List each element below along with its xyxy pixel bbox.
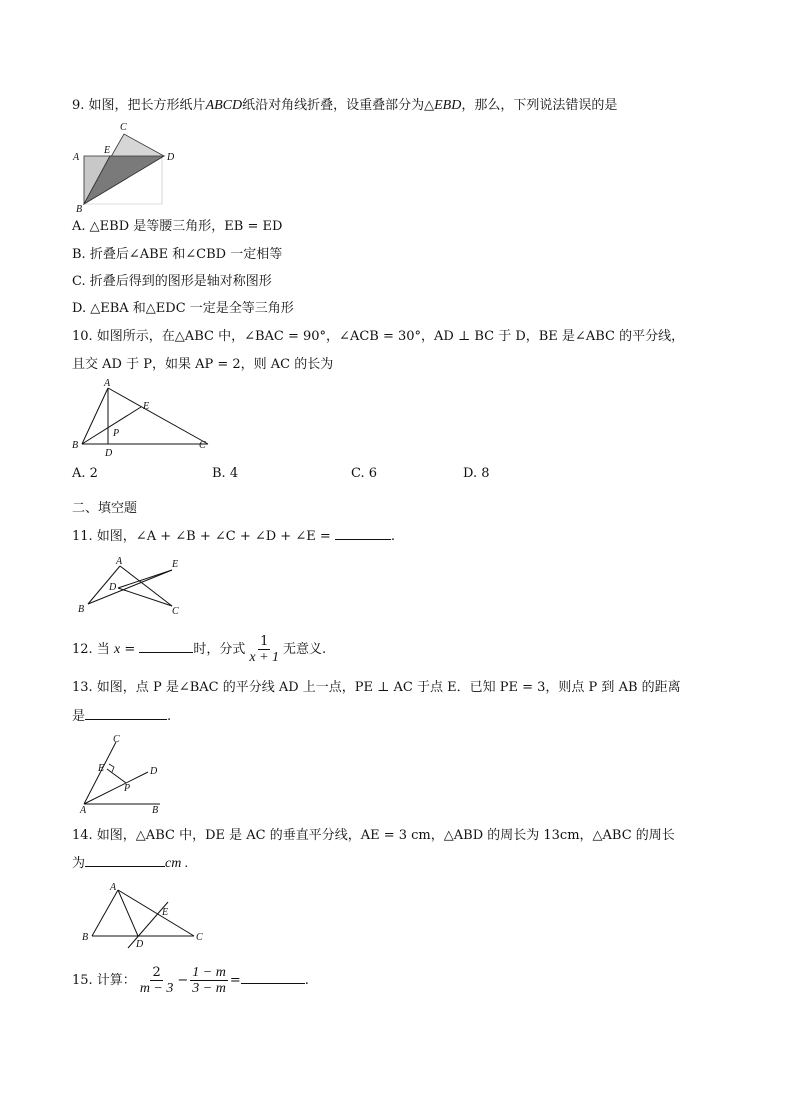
- q10-label-C: C: [199, 440, 206, 451]
- q15-fraction-1: $\frac{2}{m - 3}$: [139, 965, 174, 996]
- q15-fraction-2: $\frac{1 - m}{3 - m}$: [192, 965, 226, 996]
- q12-answer-blank[interactable]: [139, 640, 193, 653]
- q9-label-D: D: [167, 152, 175, 163]
- q13-label-C: C: [113, 734, 120, 745]
- q11-label-E: E: [172, 559, 179, 570]
- q9-label-C: C: [120, 122, 127, 133]
- q9-label-E: E: [104, 145, 111, 156]
- q11-label-D: D: [109, 582, 117, 593]
- q9-label-B: B: [76, 204, 83, 215]
- q14-label-D: D: [136, 939, 144, 950]
- q11-label-A: A: [116, 556, 123, 567]
- q10-option-a: A. 2: [72, 466, 98, 481]
- q15-answer-blank[interactable]: [241, 971, 305, 984]
- q13-label-B: B: [152, 805, 159, 816]
- q13-label-D: D: [150, 766, 158, 777]
- q10-option-b: B. 4: [212, 466, 239, 481]
- q12-fraction: $\frac{1}{x + 1}$: [249, 634, 280, 665]
- q11-label-C: C: [172, 606, 179, 617]
- q13-stem-line2: 是 .: [72, 709, 172, 724]
- q14-label-E: E: [162, 907, 169, 918]
- q10-label-A: A: [104, 378, 111, 389]
- q14-stem-line2: 为 cm .: [72, 856, 189, 871]
- section-fill-in-heading: 二、填空题: [72, 501, 138, 516]
- q9-option-a: A. △EBD 是等腰三角形，EB = ED: [72, 219, 283, 234]
- q10-stem-line1: 10. 如图所示，在△ABC 中，∠BAC = 90°，∠ACB = 30°，AD ⊥ BC 于 D，BE 是∠ABC 的平分线，: [72, 329, 685, 344]
- q9-option-d: D. △EBA 和△EDC 一定是全等三角形: [72, 301, 294, 316]
- q14-label-A: A: [110, 882, 117, 893]
- q14-figure: [72, 882, 212, 952]
- q9-figure: [72, 120, 182, 215]
- q15-stem: 15. 计算： $\frac{2}{m - 3}$ − $\frac{1 - m}{3 - m}$ = .: [72, 965, 309, 996]
- q10-label-D: D: [105, 448, 113, 459]
- q11-stem: 11. 如图，∠A + ∠B + ∠C + ∠D + ∠E = .: [72, 529, 396, 544]
- q10-option-d: D. 8: [463, 466, 490, 481]
- q10-option-c: C. 6: [351, 466, 378, 481]
- q13-label-A: A: [80, 805, 87, 816]
- q10-label-P: P: [113, 428, 120, 439]
- q14-stem-line1: 14. 如图，△ABC 中，DE 是 AC 的垂直平分线，AE = 3 cm，△ABD 的周长为 13cm，△ABC 的周长: [72, 828, 675, 843]
- q10-label-B: B: [72, 440, 79, 451]
- q14-label-C: C: [196, 932, 203, 943]
- q13-answer-blank[interactable]: [85, 707, 167, 720]
- q14-answer-blank[interactable]: [85, 854, 165, 867]
- q13-figure: [72, 734, 172, 816]
- q10-stem-line2: 且交 AD 于 P，如果 AP = 2，则 AC 的长为: [72, 357, 334, 372]
- q10-figure: [72, 380, 222, 458]
- q13-stem-line1: 13. 如图，点 P 是∠BAC 的平分线 AD 上一点，PE ⊥ AC 于点 E．已知 PE = 3，则点 P 到 AB 的距离: [72, 680, 681, 695]
- q9-label-A: A: [73, 152, 80, 163]
- q14-label-B: B: [82, 932, 89, 943]
- q11-figure: [72, 556, 192, 618]
- q9-option-c: C. 折叠后得到的图形是轴对称图形: [72, 274, 272, 289]
- q11-answer-blank[interactable]: [335, 527, 391, 540]
- q11-label-B: B: [78, 604, 85, 615]
- q10-label-E: E: [143, 401, 150, 412]
- q9-option-b: B. 折叠后∠ABE 和∠CBD 一定相等: [72, 247, 283, 262]
- q9-stem: 9. 如图，把长方形纸片ABCD纸沿对角线折叠，设重叠部分为△EBD，那么，下列说法错误的是: [72, 98, 618, 113]
- q12-stem: 12. 当 x = 时，分式 $\frac{1}{x + 1}$ 无意义.: [72, 634, 327, 665]
- q13-label-E: E: [98, 763, 105, 774]
- q13-label-P: P: [124, 783, 131, 794]
